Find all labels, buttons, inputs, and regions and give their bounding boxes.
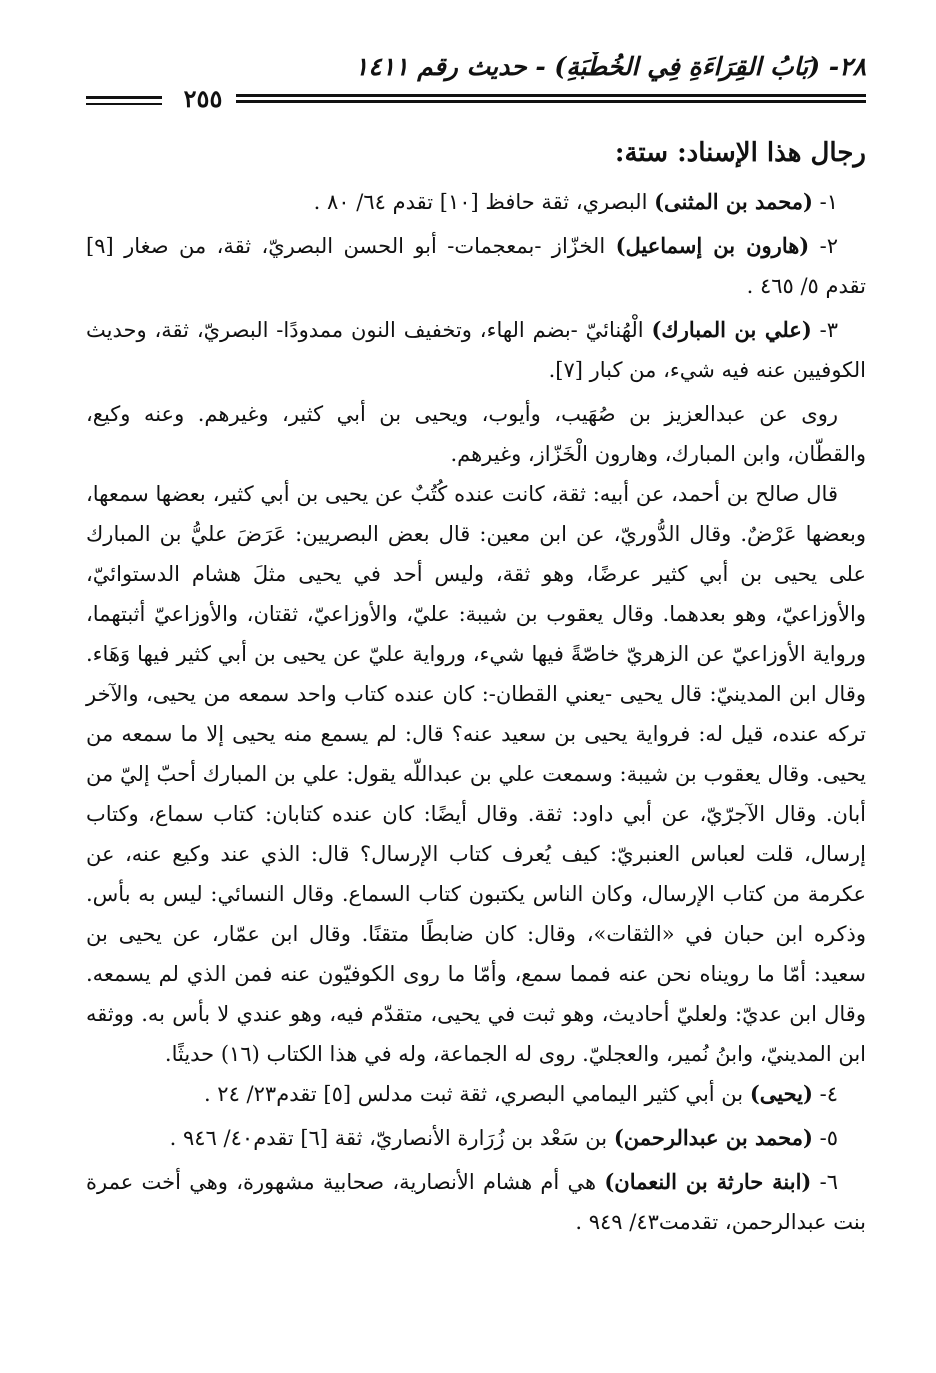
section-title: رجال هذا الإسناد: ستة: bbox=[614, 138, 866, 168]
page-number-rule-secondary bbox=[86, 103, 162, 105]
narrator-name: (يحيى) bbox=[749, 1081, 813, 1106]
entry-number: ٤- bbox=[812, 1082, 838, 1106]
entry-number: ٥- bbox=[812, 1126, 838, 1150]
narrator-name: (محمد بن عبدالرحمن) bbox=[613, 1125, 813, 1150]
running-header: ٢٨- (بَابُ القِرَاءَةِ فِي الخُطْبَةِ) - حديث رقم ١٤١١ bbox=[354, 52, 866, 81]
entry-text: بن سَعْد بن زُرَارة الأنصاريّ، ثقة [٦] تقدم٤٠/ ٩٤٦ . bbox=[169, 1126, 614, 1150]
narrator-name: (هارون بن إسماعيل) bbox=[615, 233, 810, 258]
entry-text: بن أبي كثير اليمامي البصري، ثقة ثبت مدلس [٥] تقدم٢٣/ ٢٤ . bbox=[203, 1082, 750, 1106]
entry-number: ٦- bbox=[811, 1170, 838, 1194]
page-number: ٢٥٥ bbox=[183, 84, 223, 113]
narrator-entry bbox=[86, 226, 866, 306]
entry-text: البصري، ثقة حافظ [١٠] تقدم ٦٤/ ٨٠ . bbox=[313, 190, 655, 214]
narrator-name: (محمد بن المثنى) bbox=[654, 189, 813, 214]
header-rule bbox=[236, 94, 866, 101]
entry-text: الخزّاز -بمعجمات- أبو الحسن البصريّ، ثقة، من صغار [٩] تقدم ٥/ ٤٦٥ . bbox=[86, 234, 866, 298]
body-paragraph: روى عن عبدالعزيز بن صُهَيب، وأيوب، ويحيى بن أبي كثير، وغيرهم. وعنه وكيع، والقطّان، وابن المبارك، وهارون الْخَزّاز، وغيرهم. bbox=[86, 402, 866, 466]
page-body bbox=[86, 126, 866, 1246]
narrator-entry bbox=[86, 1074, 866, 1114]
narrator-name: (علي بن المبارك) bbox=[651, 317, 812, 342]
header-rule-secondary bbox=[236, 101, 866, 103]
narrator-entry bbox=[86, 1162, 866, 1242]
narrator-entry bbox=[86, 182, 866, 222]
entry-text: الْهُنائيّ -بضم الهاء، وتخفيف النون ممدودًا- البصريّ، ثقة، وحديث الكوفيين عنه فيه شيء، من كبار [٧]. bbox=[86, 318, 866, 382]
narrator-entry bbox=[86, 1118, 866, 1158]
body-paragraph: قال صالح بن أحمد، عن أبيه: ثقة، كانت عنده كُتُبٌ عن يحيى بن أبي كثير، بعضها سمعها، وبعضها عَرْضٌ. وقال الدُّوريّ، عن ابن معين: قال بعض البصريين: عَرَضَ عليُّ بن المبارك على يحيى بن أبي كثير عرضًا، وهو ثقة، وليس أحد في يحيى مثلَ هشام الدستوائيّ، والأوزاعيّ، وهو بعدهما. وقال يعقوب بن شيبة: عليّ، والأوزاعيّ، ثقتان، والأوزاعيّ أثبتهما، ورواية الأوزاعيّ عن الزهريّ خاصّةً فيها شيء، ورواية عليّ عن يحيى بن أبي كثير فيها وَهَاء. وقال ابن المدينيّ: قال يحيى -يعني القطان-: كان عنده كتاب واحد سمعه من يحيى، والآخر تركه عنده، قيل له: فرواية يحيى بن سعيد عنه؟ قال: لم يسمع منه يحيى إلا ما سمعه من يحيى. وقال يعقوب بن شيبة: وسمعت علي بن عبداللّه يقول: علي بن المبارك أحبّ إليّ من أبان. وقال الآجرّيّ، عن أبي داود: ثقة. وقال أيضًا: كان عنده كتابان: كتاب سماع، وكتاب إرسال، قلت لعباس العنبريّ: كيف يُعرف كتاب الإرسال؟ قال: الذي عند وكيع عنه، عن عكرمة من كتاب الإرسال، وكان الناس يكتبون كتاب السماع. وقال النسائي: ليس به بأس. وذكره ابن حبان في «الثقات»، وقال: كان ضابطًا متقنًا. وقال ابن عمّار، عن يحيى بن سعيد: أمّا ما رويناه نحن عنه فمما سمع، وأمّا ما روى الكوفيّون عنه فمن الذي لم يسمعه. وقال ابن عديّ: ولعليّ أحاديث، وهو ثبت في يحيى، متقدّم فيه، وهو عندي لا بأس به. ووثقه ابن المدينيّ، وابنُ نُمير، والعجليّ. روى له الجماعة، وله في هذا الكتاب (١٦) حديثًا. bbox=[86, 482, 867, 1066]
narrator-name: (ابنة حارثة بن النعمان) bbox=[604, 1169, 812, 1194]
entry-number: ٣- bbox=[811, 318, 838, 342]
narrator-entry bbox=[86, 310, 866, 390]
entry-text: هي أم هشام الأنصارية، صحابية مشهورة، وهي أخت عمرة بنت عبدالرحمن، تقدمت٤٣/ ٩٤٩ . bbox=[86, 1170, 866, 1234]
entry-number: ٢- bbox=[809, 234, 838, 258]
entry-number: ١- bbox=[812, 190, 838, 214]
page-number-rule bbox=[86, 96, 162, 99]
